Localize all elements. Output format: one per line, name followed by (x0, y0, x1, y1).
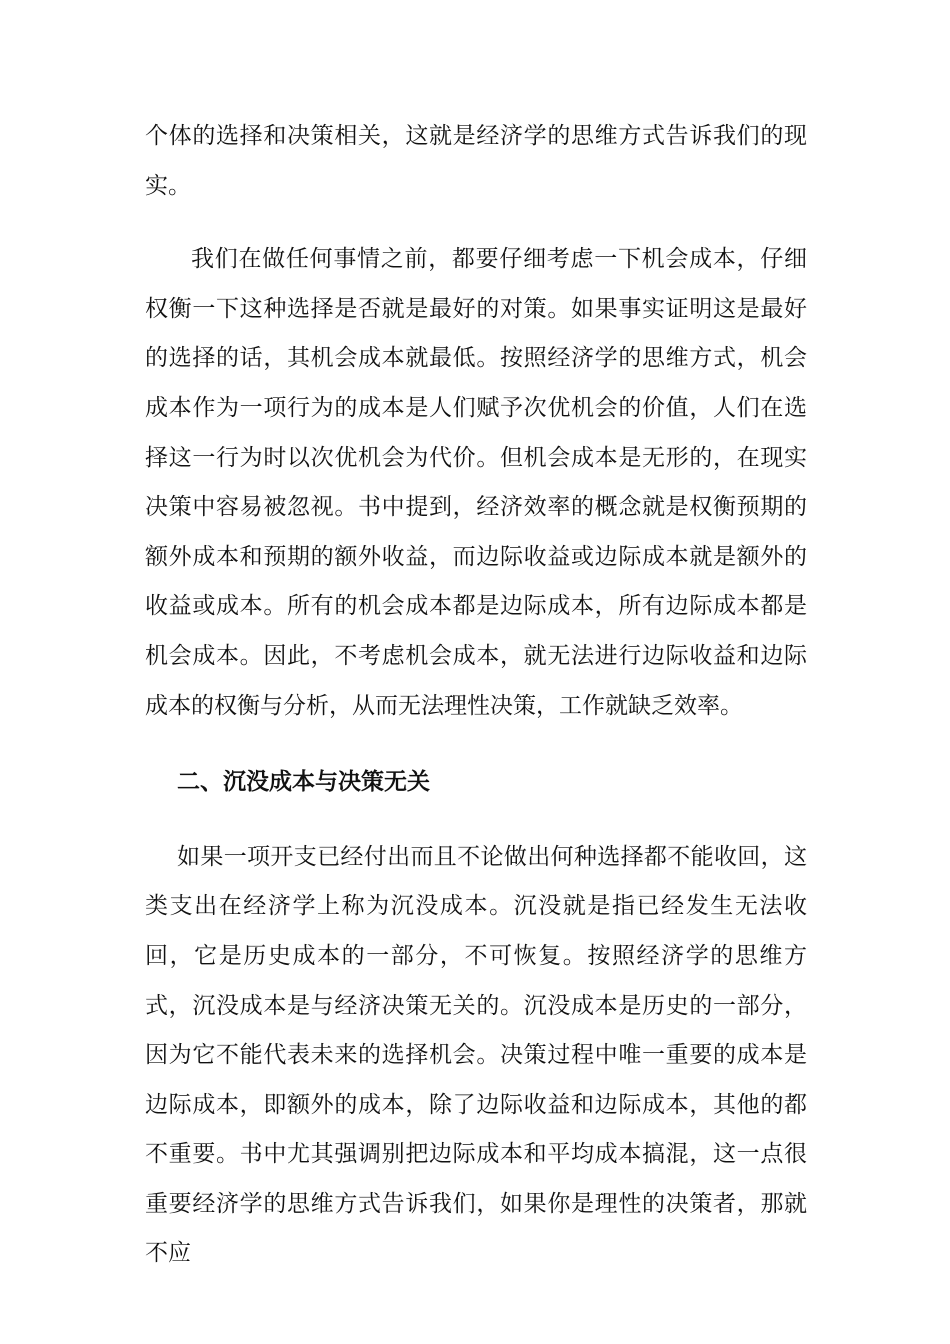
section-heading: 二、沉没成本与决策无关 (177, 768, 430, 796)
paragraph-1: 个体的选择和决策相关，这就是经济学的思维方式告诉我们的现实。 (145, 123, 807, 199)
paragraph-3: 如果一项开支已经付出而且不论做出何种选择都不能收回，这类支出在经济学上称为沉没成本。沉没就是指已经发生无法收回，它是历史成本的一部分，不可恢复。按照经济学的思维方式，沉没成本是与经济决策无关的。沉没成本是历史的一部分，因为它不能代表未来的选择机会。决策过程中唯一重要的成本是边际成本，即额外的成本，除了边际收益和边际成本，其他的都不重要。书中尤其强调别把边际成本和平均成本搞混，这一点很重要经济学的思维方式告诉我们，如果你是理性的决策者，那就不应 (145, 843, 807, 1267)
document-page (145, 112, 807, 1279)
paragraph-2: 我们在做任何事情之前，都要仔细考虑一下机会成本，仔细权衡一下这种选择是否就是最好的对策。如果事实证明这是最好的选择的话，其机会成本就最低。按照经济学的思维方式，机会成本作为一项行为的成本是人们赋予次优机会的价值，人们在选择这一行为时以次优机会为代价。但机会成本是无形的，在现实决策中容易被忽视。书中提到，经济效率的概念就是权衡预期的额外成本和预期的额外收益，而边际收益或边际成本就是额外的收益或成本。所有的机会成本都是边际成本，所有边际成本都是机会成本。因此，不考虑机会成本，就无法进行边际收益和边际成本的权衡与分析，从而无法理性决策，工作就缺乏效率。 (145, 246, 807, 719)
